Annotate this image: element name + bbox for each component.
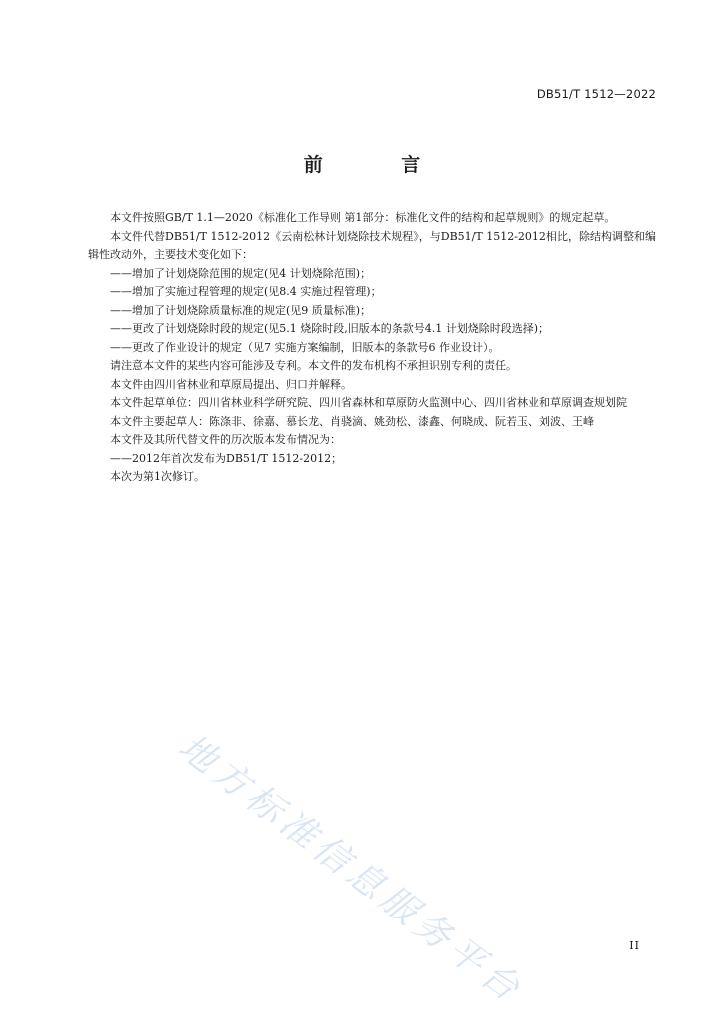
- paragraph-drafters: 本文件主要起草人：陈涤非、徐嘉、慕长龙、肖骁滴、姚劲松、漆鑫、何晓成、阮若玉、刘波、王峰: [110, 414, 594, 428]
- paragraph-revision-count: 本次为第1次修订。: [110, 470, 205, 483]
- change-item: ——更改了计划烧除时段的规定(见5.1 烧除时段,旧版本的条款号4.1 计划烧除时段选择)；: [110, 322, 550, 335]
- change-item: ——增加了实施过程管理的规定(见8.4 实施过程管理)；: [110, 285, 382, 298]
- change-item: ——增加了计划烧除质量标准的规定(见9 质量标准)；: [110, 303, 372, 317]
- watermark: 地方标准信息服务平台: [170, 726, 531, 1013]
- page-title: 前 言: [303, 154, 457, 176]
- foreword-body: [88, 209, 656, 487]
- paragraph-version-history: 本文件及其所代替文件的历次版本发布情况为：: [110, 433, 341, 446]
- document-code: DB51/T 1512—2022: [536, 87, 656, 101]
- paragraph-patent-notice: 请注意本文件的某些内容可能涉及专利。本文件的发布机构不承担识别专利的责任。: [110, 359, 517, 372]
- version-item: ——2012年首次发布为DB51/T 1512-2012；: [110, 451, 343, 465]
- change-item: ——增加了计划烧除范围的规定(见4 计划烧除范围)；: [110, 266, 372, 280]
- paragraph-proposer: 本文件由四川省林业和草原局提出、归口并解释。: [110, 377, 352, 391]
- change-item: ——更改了作业设计的规定（见7 实施方案编制，旧版本的条款号6 作业设计）。: [110, 340, 500, 354]
- paragraph-drafting-rules: 本文件按照GB/T 1.1—2020《标准化工作导则 第1部分：标准化文件的结构和起草规则》的规定起草。: [110, 211, 616, 224]
- page-number: II: [629, 939, 640, 952]
- paragraph-drafting-units: 本文件起草单位：四川省林业科学研究院、四川省森林和草原防火监测中心、四川省林业和草原调查规划院: [110, 396, 627, 409]
- paragraph-replacement: 本文件代替DB51/T 1512-2012《云南松林计划烧除技术规程》，与DB51/T 1512-2012相比，除结构调整和编辑性改动外，主要技术变化如下：: [88, 229, 656, 261]
